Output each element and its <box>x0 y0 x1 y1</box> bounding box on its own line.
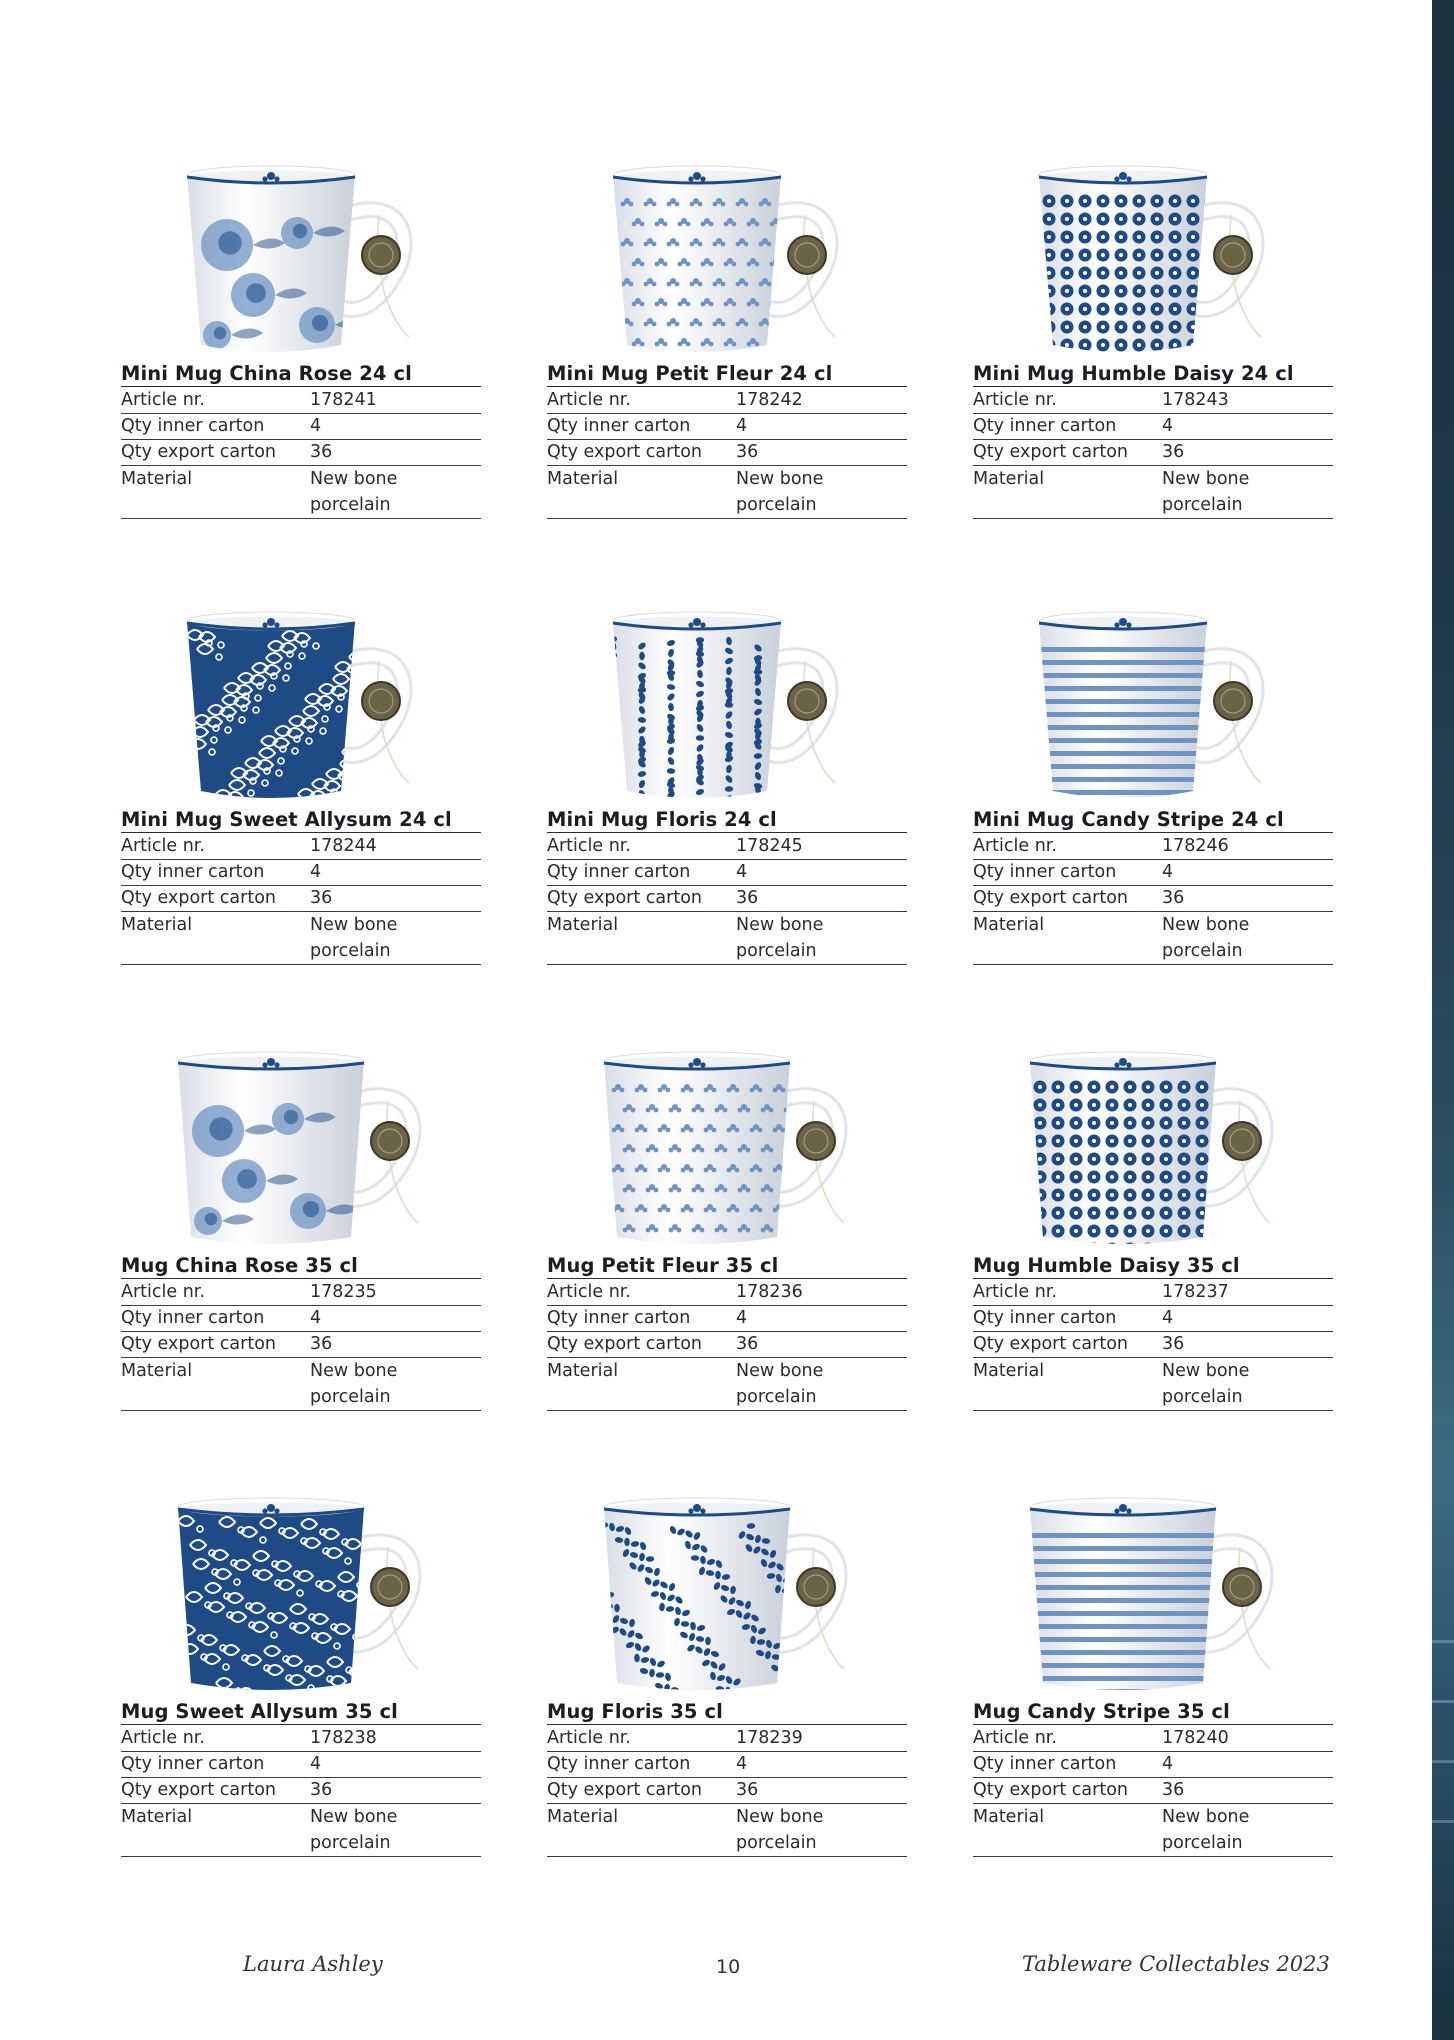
material-label: Material <box>121 1358 310 1411</box>
material-value: New bone porcelain <box>736 466 907 519</box>
qty-export-carton-value: 36 <box>736 1332 907 1358</box>
qty-inner-carton-value: 4 <box>1162 414 1333 440</box>
product-image <box>121 1493 481 1713</box>
page-number: 10 <box>716 1956 741 1978</box>
spec-row-article-number <box>973 834 1333 860</box>
product-title: Mini Mug China Rose 24 cl <box>121 362 481 387</box>
product-image <box>973 1047 1333 1267</box>
mug-illustration <box>973 1047 1333 1267</box>
product-title: Mug Sweet Allysum 35 cl <box>121 1700 481 1725</box>
article-number-label: Article nr. <box>973 1726 1162 1752</box>
product-title: Mini Mug Floris 24 cl <box>547 808 907 833</box>
qty-inner-carton-label: Qty inner carton <box>973 860 1162 886</box>
spec-row-article-number <box>973 1726 1333 1752</box>
article-number-label: Article nr. <box>547 1726 736 1752</box>
spec-row-article-number <box>121 1726 481 1752</box>
mug-illustration <box>547 601 907 821</box>
material-label: Material <box>121 912 310 965</box>
spec-row-qty-export-carton <box>973 886 1333 912</box>
qty-inner-carton-value: 4 <box>736 414 907 440</box>
spec-row-qty-export-carton <box>973 1778 1333 1804</box>
qty-export-carton-value: 36 <box>736 886 907 912</box>
qty-export-carton-value: 36 <box>1162 440 1333 466</box>
article-number-value: 178238 <box>310 1726 481 1752</box>
qty-export-carton-label: Qty export carton <box>121 440 310 466</box>
article-number-label: Article nr. <box>121 834 310 860</box>
footer-catalog-title: Tableware Collectables 2023 <box>1022 1952 1330 1976</box>
qty-inner-carton-label: Qty inner carton <box>121 1752 310 1778</box>
product-title: Mug China Rose 35 cl <box>121 1254 481 1279</box>
product-title: Mini Mug Sweet Allysum 24 cl <box>121 808 481 833</box>
article-number-value: 178237 <box>1162 1280 1333 1306</box>
spec-row-article-number <box>547 1726 907 1752</box>
spec-row-material <box>121 466 481 519</box>
mug-illustration <box>121 601 481 821</box>
product-image <box>547 1047 907 1267</box>
article-number-value: 178244 <box>310 834 481 860</box>
qty-export-carton-value: 36 <box>1162 886 1333 912</box>
spec-row-qty-export-carton <box>121 1778 481 1804</box>
article-number-label: Article nr. <box>973 1280 1162 1306</box>
product-image <box>121 601 481 821</box>
qty-inner-carton-label: Qty inner carton <box>121 860 310 886</box>
qty-export-carton-label: Qty export carton <box>973 886 1162 912</box>
material-value: New bone porcelain <box>1162 912 1333 965</box>
article-number-label: Article nr. <box>121 388 310 414</box>
material-label: Material <box>547 1804 736 1857</box>
decorative-side-strip <box>1432 0 1454 2040</box>
mug-illustration <box>121 155 481 375</box>
spec-table <box>121 1280 481 1411</box>
spec-row-qty-export-carton <box>547 1332 907 1358</box>
spec-row-qty-inner-carton <box>973 860 1333 886</box>
material-label: Material <box>973 1358 1162 1411</box>
qty-inner-carton-label: Qty inner carton <box>973 1752 1162 1778</box>
spec-row-qty-inner-carton <box>973 1306 1333 1332</box>
spec-row-qty-export-carton <box>121 886 481 912</box>
qty-inner-carton-value: 4 <box>736 860 907 886</box>
qty-inner-carton-value: 4 <box>736 1306 907 1332</box>
qty-export-carton-label: Qty export carton <box>973 440 1162 466</box>
material-value: New bone porcelain <box>1162 1804 1333 1857</box>
spec-row-qty-inner-carton <box>121 860 481 886</box>
qty-inner-carton-value: 4 <box>310 414 481 440</box>
article-number-label: Article nr. <box>547 388 736 414</box>
mug-illustration <box>121 1493 481 1713</box>
product-image <box>121 155 481 375</box>
qty-export-carton-label: Qty export carton <box>547 886 736 912</box>
product-title: Mug Floris 35 cl <box>547 1700 907 1725</box>
spec-row-article-number <box>547 834 907 860</box>
qty-inner-carton-label: Qty inner carton <box>973 414 1162 440</box>
mug-illustration <box>973 601 1333 821</box>
product-title: Mini Mug Candy Stripe 24 cl <box>973 808 1333 833</box>
mug-illustration <box>973 155 1333 375</box>
qty-inner-carton-label: Qty inner carton <box>121 414 310 440</box>
product-title: Mug Humble Daisy 35 cl <box>973 1254 1333 1279</box>
product-image <box>547 155 907 375</box>
spec-table <box>973 834 1333 965</box>
qty-export-carton-value: 36 <box>736 1778 907 1804</box>
spec-row-qty-inner-carton <box>547 1752 907 1778</box>
material-label: Material <box>121 466 310 519</box>
material-value: New bone porcelain <box>736 1804 907 1857</box>
spec-table <box>121 1726 481 1857</box>
qty-inner-carton-label: Qty inner carton <box>547 860 736 886</box>
qty-inner-carton-value: 4 <box>736 1752 907 1778</box>
material-label: Material <box>121 1804 310 1857</box>
material-value: New bone porcelain <box>736 912 907 965</box>
article-number-value: 178242 <box>736 388 907 414</box>
mug-illustration <box>547 1493 907 1713</box>
qty-inner-carton-value: 4 <box>310 1306 481 1332</box>
qty-export-carton-label: Qty export carton <box>547 1778 736 1804</box>
spec-table <box>547 388 907 519</box>
article-number-value: 178235 <box>310 1280 481 1306</box>
spec-row-material <box>121 1358 481 1411</box>
product-image <box>547 601 907 821</box>
product-image <box>973 601 1333 821</box>
spec-row-material <box>973 912 1333 965</box>
spec-row-material <box>547 1358 907 1411</box>
article-number-value: 178239 <box>736 1726 907 1752</box>
qty-inner-carton-value: 4 <box>1162 1306 1333 1332</box>
article-number-value: 178241 <box>310 388 481 414</box>
spec-row-qty-inner-carton <box>121 1306 481 1332</box>
article-number-value: 178240 <box>1162 1726 1333 1752</box>
spec-table <box>973 388 1333 519</box>
material-label: Material <box>547 1358 736 1411</box>
spec-row-article-number <box>547 388 907 414</box>
product-title: Mug Candy Stripe 35 cl <box>973 1700 1333 1725</box>
spec-row-material <box>547 912 907 965</box>
spec-row-qty-export-carton <box>973 440 1333 466</box>
article-number-label: Article nr. <box>121 1280 310 1306</box>
article-number-label: Article nr. <box>121 1726 310 1752</box>
qty-export-carton-value: 36 <box>736 440 907 466</box>
product-image <box>121 1047 481 1267</box>
spec-row-material <box>121 1804 481 1857</box>
spec-row-qty-inner-carton <box>547 860 907 886</box>
material-label: Material <box>973 1804 1162 1857</box>
spec-row-qty-export-carton <box>547 886 907 912</box>
qty-export-carton-label: Qty export carton <box>547 1332 736 1358</box>
qty-inner-carton-label: Qty inner carton <box>547 414 736 440</box>
product-title: Mug Petit Fleur 35 cl <box>547 1254 907 1279</box>
product-image <box>973 1493 1333 1713</box>
qty-export-carton-label: Qty export carton <box>121 1778 310 1804</box>
material-label: Material <box>973 912 1162 965</box>
article-number-label: Article nr. <box>547 834 736 860</box>
article-number-label: Article nr. <box>973 388 1162 414</box>
mug-illustration <box>121 1047 481 1267</box>
product-image <box>547 1493 907 1713</box>
qty-inner-carton-label: Qty inner carton <box>973 1306 1162 1332</box>
qty-export-carton-value: 36 <box>1162 1332 1333 1358</box>
spec-table <box>121 388 481 519</box>
spec-row-qty-export-carton <box>547 1778 907 1804</box>
qty-inner-carton-value: 4 <box>1162 860 1333 886</box>
material-value: New bone porcelain <box>310 466 481 519</box>
qty-export-carton-label: Qty export carton <box>973 1778 1162 1804</box>
product-title: Mini Mug Humble Daisy 24 cl <box>973 362 1333 387</box>
qty-inner-carton-label: Qty inner carton <box>547 1752 736 1778</box>
spec-row-material <box>547 466 907 519</box>
spec-row-qty-export-carton <box>973 1332 1333 1358</box>
qty-inner-carton-value: 4 <box>310 1752 481 1778</box>
spec-row-article-number <box>121 834 481 860</box>
material-value: New bone porcelain <box>736 1358 907 1411</box>
article-number-value: 178236 <box>736 1280 907 1306</box>
spec-row-qty-export-carton <box>121 440 481 466</box>
spec-row-qty-inner-carton <box>121 1752 481 1778</box>
material-label: Material <box>547 466 736 519</box>
spec-row-material <box>973 466 1333 519</box>
spec-row-article-number <box>121 388 481 414</box>
spec-row-material <box>973 1804 1333 1857</box>
spec-row-article-number <box>973 1280 1333 1306</box>
spec-row-article-number <box>973 388 1333 414</box>
product-title: Mini Mug Petit Fleur 24 cl <box>547 362 907 387</box>
qty-export-carton-label: Qty export carton <box>973 1332 1162 1358</box>
spec-row-qty-inner-carton <box>547 1306 907 1332</box>
spec-row-qty-export-carton <box>121 1332 481 1358</box>
spec-row-qty-inner-carton <box>973 1752 1333 1778</box>
qty-export-carton-value: 36 <box>310 1332 481 1358</box>
material-label: Material <box>547 912 736 965</box>
qty-export-carton-label: Qty export carton <box>121 1332 310 1358</box>
article-number-value: 178243 <box>1162 388 1333 414</box>
spec-table <box>547 1726 907 1857</box>
spec-table <box>973 1280 1333 1411</box>
material-value: New bone porcelain <box>310 1358 481 1411</box>
spec-row-article-number <box>547 1280 907 1306</box>
qty-inner-carton-label: Qty inner carton <box>121 1306 310 1332</box>
spec-row-qty-export-carton <box>547 440 907 466</box>
material-value: New bone porcelain <box>1162 1358 1333 1411</box>
qty-export-carton-value: 36 <box>310 1778 481 1804</box>
spec-row-material <box>121 912 481 965</box>
spec-table <box>121 834 481 965</box>
spec-table <box>973 1726 1333 1857</box>
spec-row-qty-inner-carton <box>973 414 1333 440</box>
qty-inner-carton-label: Qty inner carton <box>547 1306 736 1332</box>
spec-row-qty-inner-carton <box>547 414 907 440</box>
material-label: Material <box>973 466 1162 519</box>
product-image <box>973 155 1333 375</box>
qty-export-carton-value: 36 <box>310 440 481 466</box>
article-number-value: 178246 <box>1162 834 1333 860</box>
spec-table <box>547 1280 907 1411</box>
spec-row-article-number <box>121 1280 481 1306</box>
article-number-value: 178245 <box>736 834 907 860</box>
material-value: New bone porcelain <box>1162 466 1333 519</box>
article-number-label: Article nr. <box>547 1280 736 1306</box>
qty-inner-carton-value: 4 <box>1162 1752 1333 1778</box>
qty-export-carton-label: Qty export carton <box>121 886 310 912</box>
material-value: New bone porcelain <box>310 912 481 965</box>
spec-row-qty-inner-carton <box>121 414 481 440</box>
spec-row-material <box>973 1358 1333 1411</box>
mug-illustration <box>973 1493 1333 1713</box>
article-number-label: Article nr. <box>973 834 1162 860</box>
qty-export-carton-label: Qty export carton <box>547 440 736 466</box>
spec-row-material <box>547 1804 907 1857</box>
spec-table <box>547 834 907 965</box>
material-value: New bone porcelain <box>310 1804 481 1857</box>
qty-inner-carton-value: 4 <box>310 860 481 886</box>
qty-export-carton-value: 36 <box>1162 1778 1333 1804</box>
qty-export-carton-value: 36 <box>310 886 481 912</box>
mug-illustration <box>547 1047 907 1267</box>
mug-illustration <box>547 155 907 375</box>
footer-brand: Laura Ashley <box>243 1952 383 1976</box>
